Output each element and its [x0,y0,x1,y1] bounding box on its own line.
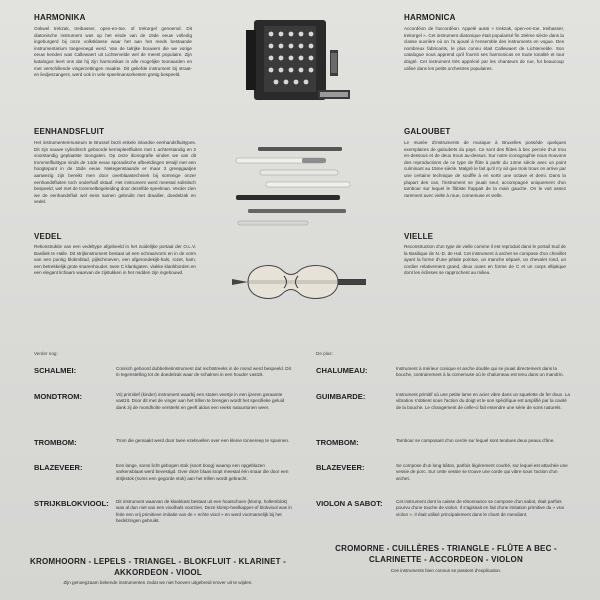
right-list-intro: De plus: [316,351,333,356]
accordion-image [246,20,326,100]
term-trombone-left: TROMBOM: [34,438,77,447]
accordion-photos [226,16,366,118]
term-violon-a-sabot: VIOLON A SABOT: [316,499,383,508]
heading-vielle: VIELLE [404,232,434,241]
flute-image [236,195,340,200]
desc-guimbarde: Instrument primitif où une petite lame en acier vibre dans un squelette de fer doux. La vibration s'obtient sous l'action du doigt et le son spécifique est amplifié par la cavité de la bouche. Le changement de celle-ci fait entendre une série de sons naturels. [396,392,570,410]
harmonica-image [330,50,338,76]
term-schalmei: SCHALMEI: [34,366,77,375]
heading-harmonika: HARMONIKA [34,13,86,22]
desc-blazeveer-left: Een lange, soms licht gebogen stok (soort boog) waarop een opgeblazen varkensblaas werd bevestigd. Over deze blaas loopt meestal één snaar die door een strijkstok (soms een gegorde stok) aan het trillen wordt gebracht. [116,463,289,481]
text-harmonika: Ookwel trekzak, treibasser, open-en-toe, of trekorgel genoemd. Dit diatonische instrument was op het einde van de 19de eeuw volledig ingeburgerd bij onze volksklasse waar het aan het reeds bestaande instrumentarium toegevoegd werd. Van de talrijke bouwers die we vorige eeuw kenden was Callewaert uit Lichtervelde wel de meest populaire. Zijn katalogus leert ons dat hij zijn harmonikas in alle mogelijke toonaarden en met verschillende vingerzettingen maakte. Dit geliefde instrument bij straat- en liedjeszangers, werd ook in vele speelmansorkesten gretig bespeeld. [34,26,192,78]
flute-photos [230,137,370,237]
desc-schalmei: Conisch geboord dubbelrietinstrument dat rechtstreeks in de mond werd bespeeld. Dit in tegenstelling tot de doedelzak waar de schalmei in een houder vastzit. [116,366,291,378]
heading-harmonica: HARMONICA [404,13,456,22]
flute-image [248,209,346,213]
desc-trombone-left: Trom die gemaakt werd door twee ezelsvellen over een kleine tonnereep te spannen. [116,438,290,443]
term-blazeveer-right: BLAZEVEER: [316,463,365,472]
left-list-intro: Verder nog: [34,351,58,356]
term-strijkblokviool: STRIJKBLOKVIOOL: [34,499,109,508]
harmonica-image [318,90,350,99]
flute-image [238,221,308,225]
desc-strijkblokviool: Dit instrument waarvan de klankkast bestaat uit een houtschoen (klomp, hollemblok) was al dan niet van een vioolhals voorzien. Deze klomp-heelkapper-of blokviool was in feite een vrij primitieve imitatie van de « echte viool » en werd voornamelijk bij het bedelzingen gebruikt. [116,499,292,524]
right-summary-note: Ces instruments bien connus se passent d'explication. [390,568,502,573]
term-mondtrom: MONDTROM: [34,392,83,401]
desc-blazeveer-right: Se compose d'un long bâton, parfois légèrement courbé, sur lequel est attachée une vessie de porc. Sur cette vessie se trouve une corde qui vibre sous l'action d'un archet. [396,463,568,481]
right-summary-list: CROMORNE - CUILLÈRES - TRIANGLE - FLÛTE A BEC - CLARINETTE - ACCORDEON - VIOLON [335,544,557,564]
text-vielle: Reconstruction d'un type de vielle comme il est reproduit dans le portail Sud de la Basilique de N.-D. de Hal. Cet instrument à archet se compose d'un chevillet ayant la forme d'une pétale pointue, un manche séparé, un chevalet rond, un cordier relativement grand, deux ouïes en forme de C et un corps elliptique dont les éclisses se rapprochent au milieu. [404,244,566,276]
flute-image [260,170,338,175]
term-trombone-right: TROMBOM: [316,438,359,447]
desc-violon-a-sabot: Cet instrument dont la caisse de résonnance se compose d'un sabot, était parfois pourvu d'une touche de violon. Il s'agissait en fait d'une imitation primitive du « vrai violon ». Il était utilisé principalement dans le chant de mendiant. [396,499,564,517]
flute-image [258,147,342,151]
heading-galoubet: GALOUBET [404,127,451,136]
heading-vedel: VEDEL [34,232,62,241]
text-galoubet: Le musée d'instruments de musique à Bruxelles possède quelques exemplaires de galoubets du pays. Ce sont des flûtes à bec percée d'un trou en-dessous et de deux trous au-dessus. Sur notre iconographie nous trouvons des reproductions de ce type de flûte à partir du 14me siècle avec un point culminant au 15me siècle. Malgré le fait qu'il n'y ait que trois trous on arrive par une certaine technique de souffle à en sortir une octave et demi. Dans la plupart des cas, l'instrument se jouait seul, accompagné uniquement d'un tambour sur lequel le flûtiste frappait de la main gauche. On le voit assez rarement avec vielle à roue, cornemuse et vielle. [404,140,566,198]
text-eenhandsfluit: Het instrumentenmuseum te Brussel bezit enkele inlandse eenhandsfluittypes. Dit zijn nauwe cylindrisch geboorde kernspleetfluiten met 1 achterstandig en 2 voorstandig geplaatste toongaten. Op onze ikonografie vinden we van dit trommelfluittype sinds de 14de eeuw sporadische afbeeldingen terwijl met een hoogtepunt in de 15de eeuw. Nietegenstaande er maar 3 greepgaatjes aanwezig zijn bereikt men door overblaastechniek bij sommige onzer eenhandsfluiten toch onderhalf oktaaf. Het instrument werd meestal solistisch bespeeld, wel met de trommelbegeleiding door dezelfde speelman. Verder zien we de eenhandsfluit wel eens samen gebruikt met draailier, doedelzak en vedel. [34,140,196,205]
text-vedel: Rekonstruktie van een vedeltype afgebeeld in het zuidelijke portaal der O.L.V. Basiliek te Halle. Dit strijkinstrument bestaat uit een schraarvorm en in de vorm van een puntig blokmblad, pijlschroeven, een afgerondekijk-hals, rozet, kam, een betrekkelijk grote snarenhouder, twee C klankgaten, vlakke klankborden en een elegant lichaam waarvan de zijstukken in het midden zijn ingebouwd. [34,244,196,276]
left-summary-list: KROMHOORN - LEPELS - TRIANGEL - BLOKFLUIT - KLARINET - AKKORDEON - VIOOL [30,557,286,577]
fiddle-image [226,252,376,312]
desc-chalumeau: Instrument à mérieur conique et anche double qui se jouait directement dans la bouche, contrairement à la cornemuse où le chalumeau est tenu dans un mandrin. [396,366,564,378]
flute-image [266,182,350,187]
desc-trombone-right: Tambour se composant d'un cercle sur lequel sont tendues deux peaux d'âne. [396,438,555,443]
desc-mondtrom: Vrij primitief (kinder) instrument waarbij een staten veertje in een ijzeren geraamte vastzit. Door dit met de vinger aan het trillen te brengen wordt het specifieke geluid dank zij de mondholte versterkt en geeft aldus een reeks natuurtonen weer. [116,392,285,410]
heading-eenhandsfluit: EENHANDSFLUIT [34,127,105,136]
left-summary-note: Zijn genoegzaam bekende instrumenten zodat we niet hoeven uitgebreid erover uit te wijden. [63,580,253,585]
term-guimbarde: GUIMBARDE: [316,392,366,401]
text-harmonica: Accordéon de l'accordéon. Appelé aussi « trekzak, open-en-toe, treibasser, trekorgel ». Cet instrument diatonique était popularisé fin 19ème siècle dans la classe ouvrière où on l'a ajouté à l'ensemble des instruments en vogue. Des nombreux fabricants, le plus connu était Callewaert de Lichtervelde. Son catalogue nous apprend qu'il fournit ses harmonicas en toute tonalité et tout doigté. Cet instrument très apprécié par les chanteurs de rue, fut beaucoup utilisé dans les petits orchestres populaires. [404,26,564,71]
term-chalumeau: CHALUMEAU: [316,366,368,375]
term-blazeveer-left: BLAZEVEER: [34,463,83,472]
flute-image [302,158,326,163]
